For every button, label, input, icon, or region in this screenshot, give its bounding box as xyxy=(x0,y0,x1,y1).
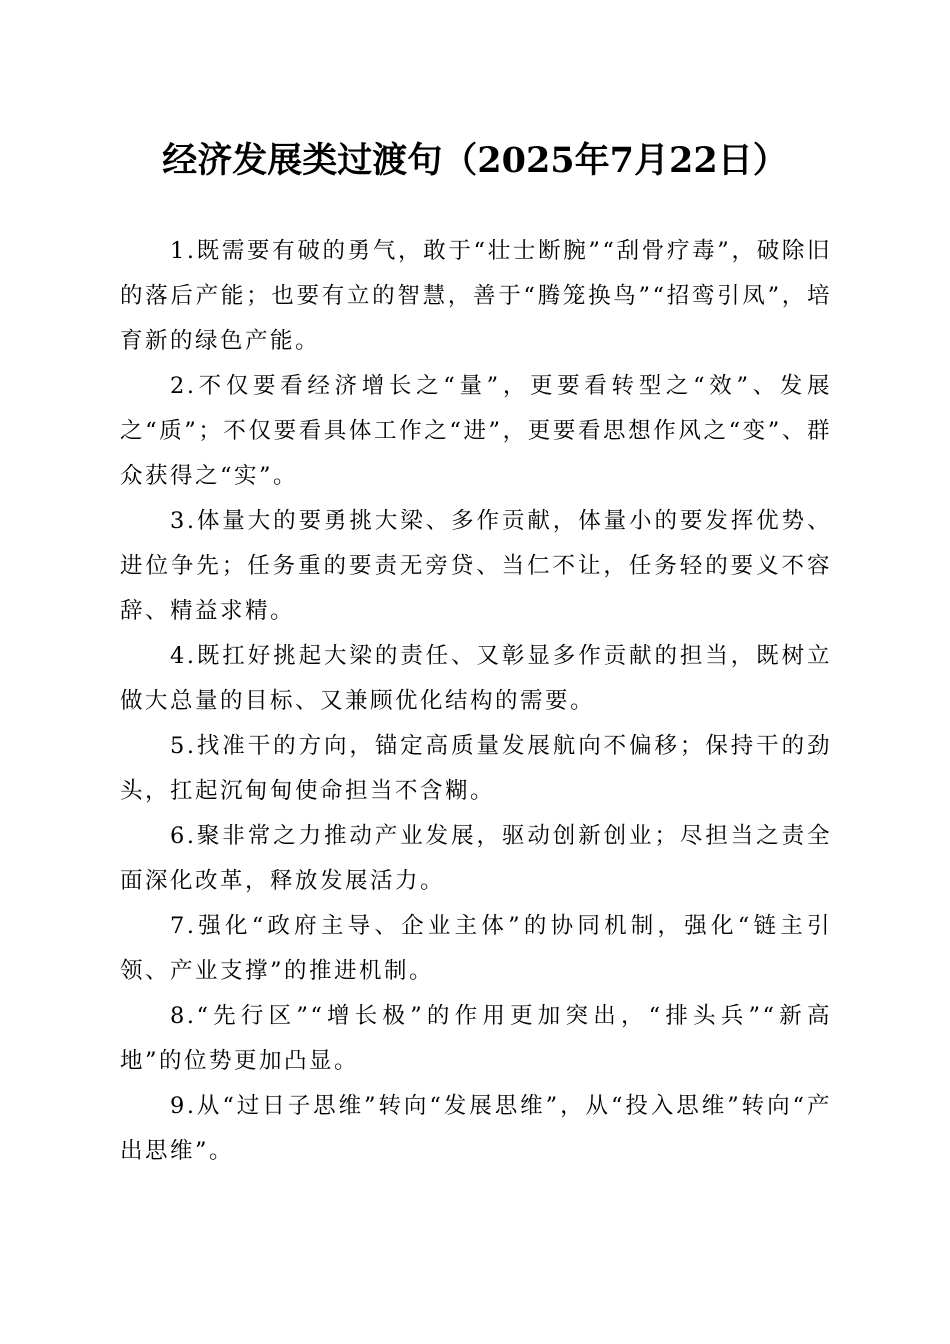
paragraph-5: 5.找准干的方向，锚定高质量发展航向不偏移；保持干的劲头，扛起沉甸甸使命担当不含糊。 xyxy=(120,733,832,804)
paragraph-2: 2.不仅要看经济增长之“量”，更要看转型之“效”、发展之“质”；不仅要看具体工作之“进”，更要看思想作风之“变”、群众获得之“实”。 xyxy=(120,373,832,489)
paragraph-9: 9.从“过日子思维”转向“发展思维”，从“投入思维”转向“产出思维”。 xyxy=(120,1093,832,1164)
paragraph-4: 4.既扛好挑起大梁的责任、又彰显多作贡献的担当，既树立做大总量的目标、又兼顾优化结构的需要。 xyxy=(120,643,832,714)
paragraph-8: 8.“先行区”“增长极”的作用更加突出，“排头兵”“新高地”的位势更加凸显。 xyxy=(120,1003,832,1074)
paragraph-7: 7.强化“政府主导、企业主体”的协同机制，强化“链主引领、产业支撑”的推进机制。 xyxy=(120,913,832,984)
paragraph-1: 1.既需要有破的勇气，敢于“壮士断腕”“刮骨疗毒”，破除旧的落后产能；也要有立的智慧，善于“腾笼换鸟”“招鸾引凤”，培育新的绿色产能。 xyxy=(120,238,832,354)
paragraph-3: 3.体量大的要勇挑大梁、多作贡献，体量小的要发挥优势、进位争先；任务重的要责无旁贷、当仁不让，任务轻的要义不容辞、精益求精。 xyxy=(120,508,832,624)
document-title: 经济发展类过渡句（2025年7月22日） xyxy=(162,140,788,181)
paragraph-6: 6.聚非常之力推动产业发展，驱动创新创业；尽担当之责全面深化改革，释放发展活力。 xyxy=(120,823,832,894)
document-body xyxy=(120,229,832,1174)
